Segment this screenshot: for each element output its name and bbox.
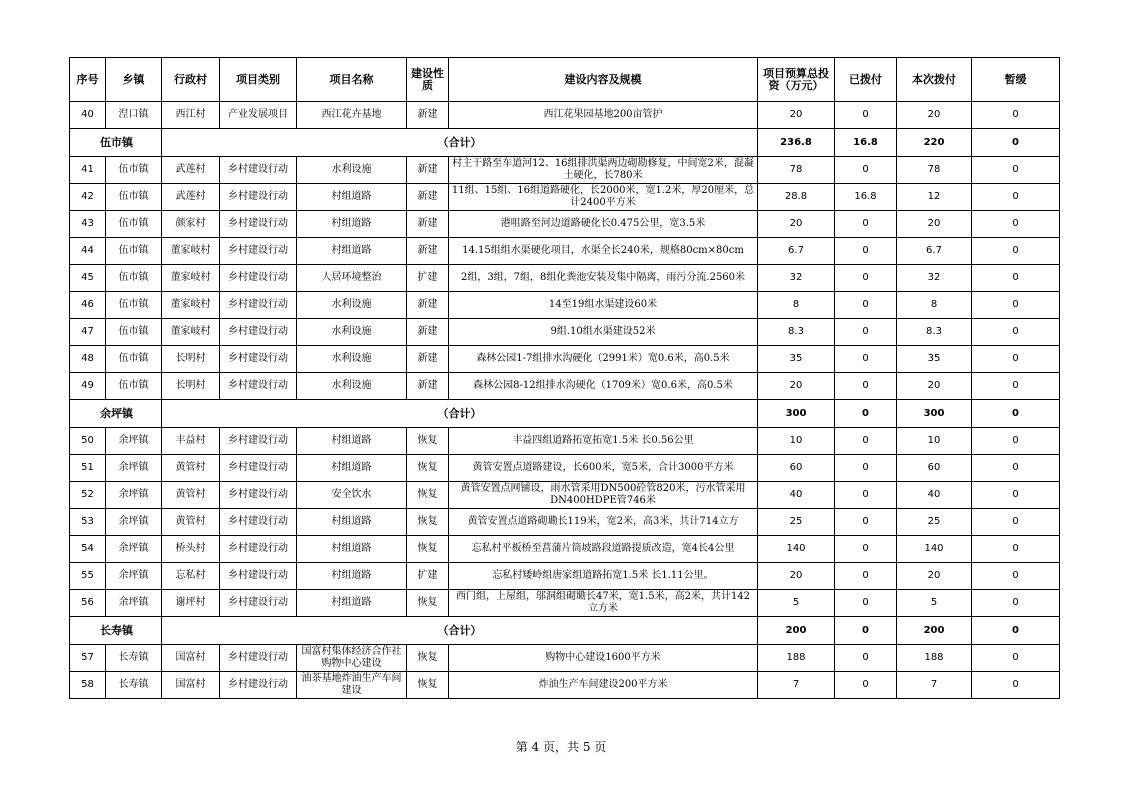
cell-category: 乡村建设行动 bbox=[220, 346, 297, 373]
cell-seq: 43 bbox=[70, 211, 106, 238]
cell-deferred: 0 bbox=[972, 238, 1060, 265]
cell-current: 32 bbox=[897, 265, 972, 292]
cell-name: 村组道路 bbox=[297, 509, 407, 536]
cell-content: 村主干路至车道河12、16组排洪渠两边砌勘修复，中间宽2米，混凝土硬化，长780米 bbox=[449, 157, 758, 184]
cell-allocated: 0 bbox=[835, 265, 897, 292]
cell-town: 余坪镇 bbox=[106, 509, 162, 536]
cell-current: 8 bbox=[897, 292, 972, 319]
table-row bbox=[70, 184, 1060, 211]
cell-village: 谢坪村 bbox=[162, 590, 220, 617]
cell-name: 西江花卉基地 bbox=[297, 102, 407, 129]
cell-category: 乡村建设行动 bbox=[220, 184, 297, 211]
cell-content: 炸油生产车间建设200平方米 bbox=[449, 672, 758, 699]
cell-village: 长明村 bbox=[162, 373, 220, 400]
cell-nature: 新建 bbox=[407, 211, 449, 238]
cell-town: 余坪镇 bbox=[106, 563, 162, 590]
cell-budget: 35 bbox=[758, 346, 835, 373]
cell-content: 11组、15组、16组道路硬化，长2000米，宽1.2米，厚20厘米，总计2400平方米 bbox=[449, 184, 758, 211]
cell-name: 村组道路 bbox=[297, 238, 407, 265]
cell-allocated: 0 bbox=[835, 211, 897, 238]
cell-village: 董家岐村 bbox=[162, 238, 220, 265]
cell-deferred: 0 bbox=[972, 265, 1060, 292]
cell-nature: 新建 bbox=[407, 292, 449, 319]
cell-category: 乡村建设行动 bbox=[220, 211, 297, 238]
subtotal-deferred: 0 bbox=[972, 617, 1060, 645]
header-category: 项目类别 bbox=[220, 58, 297, 102]
cell-nature: 恢复 bbox=[407, 482, 449, 509]
table-body bbox=[70, 102, 1060, 699]
cell-nature: 恢复 bbox=[407, 672, 449, 699]
cell-village: 桥头村 bbox=[162, 536, 220, 563]
cell-name: 水利设施 bbox=[297, 319, 407, 346]
cell-content: 购物中心建设1600平方米 bbox=[449, 645, 758, 672]
cell-budget: 78 bbox=[758, 157, 835, 184]
cell-category: 乡村建设行动 bbox=[220, 428, 297, 455]
cell-content: 西门组，上屋组，邬洞组砌墈长47米，宽1.5米，高2米，共计142立方米 bbox=[449, 590, 758, 617]
cell-allocated: 0 bbox=[835, 563, 897, 590]
cell-category: 乡村建设行动 bbox=[220, 373, 297, 400]
cell-current: 20 bbox=[897, 563, 972, 590]
cell-nature: 新建 bbox=[407, 373, 449, 400]
cell-deferred: 0 bbox=[972, 645, 1060, 672]
cell-name: 村组道路 bbox=[297, 455, 407, 482]
cell-content: 14至19组水渠建设60米 bbox=[449, 292, 758, 319]
cell-category: 乡村建设行动 bbox=[220, 455, 297, 482]
cell-village: 武莲村 bbox=[162, 157, 220, 184]
cell-current: 10 bbox=[897, 428, 972, 455]
cell-category: 产业发展项目 bbox=[220, 102, 297, 129]
cell-seq: 41 bbox=[70, 157, 106, 184]
cell-town: 伍市镇 bbox=[106, 346, 162, 373]
subtotal-current: 300 bbox=[897, 400, 972, 428]
cell-content: 森林公园8-12组排水沟硬化（1709米）宽0.6米，高0.5米 bbox=[449, 373, 758, 400]
cell-content: 黄管安置点道路建设，长600米，宽5米，合计3000平方米 bbox=[449, 455, 758, 482]
cell-content: 黄管安置点网铺设，雨水管采用DN500砼管820米，污水管采用DN400HDPE管746米 bbox=[449, 482, 758, 509]
cell-current: 25 bbox=[897, 509, 972, 536]
header-nature: 建设性质 bbox=[407, 58, 449, 102]
cell-village: 西江村 bbox=[162, 102, 220, 129]
cell-seq: 57 bbox=[70, 645, 106, 672]
cell-allocated: 0 bbox=[835, 672, 897, 699]
cell-deferred: 0 bbox=[972, 346, 1060, 373]
cell-town: 长寿镇 bbox=[106, 672, 162, 699]
cell-current: 188 bbox=[897, 645, 972, 672]
cell-budget: 6.7 bbox=[758, 238, 835, 265]
cell-nature: 新建 bbox=[407, 102, 449, 129]
cell-seq: 50 bbox=[70, 428, 106, 455]
cell-content: 港咀路至河边道路硬化长0.475公里，宽3.5米 bbox=[449, 211, 758, 238]
cell-town: 湼口镇 bbox=[106, 102, 162, 129]
subtotal-label: （合计） bbox=[162, 129, 758, 157]
cell-content: 森林公园1-7组排水沟硬化（2991米）宽0.6米，高0.5米 bbox=[449, 346, 758, 373]
cell-content: 2组，3组，7组，8组化粪池安装及集中隔离，雨污分流.2560米 bbox=[449, 265, 758, 292]
cell-town: 伍市镇 bbox=[106, 238, 162, 265]
cell-town: 余坪镇 bbox=[106, 590, 162, 617]
cell-name: 水利设施 bbox=[297, 373, 407, 400]
cell-budget: 25 bbox=[758, 509, 835, 536]
cell-budget: 20 bbox=[758, 211, 835, 238]
cell-town: 伍市镇 bbox=[106, 211, 162, 238]
cell-current: 7 bbox=[897, 672, 972, 699]
cell-category: 乡村建设行动 bbox=[220, 563, 297, 590]
table-row bbox=[70, 211, 1060, 238]
cell-deferred: 0 bbox=[972, 102, 1060, 129]
cell-allocated: 0 bbox=[835, 536, 897, 563]
cell-deferred: 0 bbox=[972, 563, 1060, 590]
cell-allocated: 0 bbox=[835, 509, 897, 536]
cell-town: 伍市镇 bbox=[106, 292, 162, 319]
cell-seq: 55 bbox=[70, 563, 106, 590]
cell-allocated: 0 bbox=[835, 373, 897, 400]
cell-budget: 32 bbox=[758, 265, 835, 292]
cell-category: 乡村建设行动 bbox=[220, 536, 297, 563]
cell-content: 忘私村平板桥至菖蒲片筒坡路段道路提质改造，宽4长4公里 bbox=[449, 536, 758, 563]
cell-town: 长寿镇 bbox=[106, 645, 162, 672]
cell-content: 西江花果园基地200亩管护 bbox=[449, 102, 758, 129]
subtotal-row bbox=[70, 617, 1060, 645]
cell-nature: 恢复 bbox=[407, 590, 449, 617]
cell-budget: 140 bbox=[758, 536, 835, 563]
cell-seq: 46 bbox=[70, 292, 106, 319]
table-row bbox=[70, 428, 1060, 455]
cell-deferred: 0 bbox=[972, 211, 1060, 238]
cell-budget: 60 bbox=[758, 455, 835, 482]
cell-deferred: 0 bbox=[972, 292, 1060, 319]
cell-village: 董家岐村 bbox=[162, 292, 220, 319]
cell-allocated: 0 bbox=[835, 645, 897, 672]
cell-nature: 新建 bbox=[407, 238, 449, 265]
cell-seq: 54 bbox=[70, 536, 106, 563]
table-row bbox=[70, 319, 1060, 346]
cell-allocated: 0 bbox=[835, 102, 897, 129]
cell-allocated: 0 bbox=[835, 455, 897, 482]
cell-name: 村组道路 bbox=[297, 563, 407, 590]
table-row bbox=[70, 346, 1060, 373]
cell-nature: 扩建 bbox=[407, 563, 449, 590]
cell-nature: 恢复 bbox=[407, 536, 449, 563]
cell-nature: 新建 bbox=[407, 319, 449, 346]
cell-current: 20 bbox=[897, 211, 972, 238]
cell-seq: 40 bbox=[70, 102, 106, 129]
cell-deferred: 0 bbox=[972, 672, 1060, 699]
cell-deferred: 0 bbox=[972, 482, 1060, 509]
subtotal-row bbox=[70, 400, 1060, 428]
cell-village: 董家岐村 bbox=[162, 319, 220, 346]
cell-seq: 44 bbox=[70, 238, 106, 265]
cell-nature: 恢复 bbox=[407, 509, 449, 536]
cell-town: 余坪镇 bbox=[106, 428, 162, 455]
cell-current: 20 bbox=[897, 102, 972, 129]
cell-budget: 20 bbox=[758, 102, 835, 129]
subtotal-current: 200 bbox=[897, 617, 972, 645]
header-row bbox=[70, 58, 1060, 102]
header-deferred: 暂缓 bbox=[972, 58, 1060, 102]
cell-budget: 8.3 bbox=[758, 319, 835, 346]
page-footer: 第 4 页，共 5 页 bbox=[515, 740, 607, 754]
cell-allocated: 0 bbox=[835, 319, 897, 346]
cell-nature: 新建 bbox=[407, 157, 449, 184]
cell-budget: 7 bbox=[758, 672, 835, 699]
cell-budget: 10 bbox=[758, 428, 835, 455]
cell-deferred: 0 bbox=[972, 536, 1060, 563]
cell-budget: 40 bbox=[758, 482, 835, 509]
cell-village: 黄管村 bbox=[162, 509, 220, 536]
table-row bbox=[70, 265, 1060, 292]
cell-deferred: 0 bbox=[972, 509, 1060, 536]
project-table bbox=[69, 57, 1060, 699]
cell-village: 长明村 bbox=[162, 346, 220, 373]
cell-name: 村组道路 bbox=[297, 184, 407, 211]
header-content: 建设内容及规模 bbox=[449, 58, 758, 102]
cell-category: 乡村建设行动 bbox=[220, 672, 297, 699]
table-row bbox=[70, 102, 1060, 129]
cell-current: 5 bbox=[897, 590, 972, 617]
cell-nature: 恢复 bbox=[407, 428, 449, 455]
cell-deferred: 0 bbox=[972, 319, 1060, 346]
cell-name: 油茶基地炸油生产车间建设 bbox=[297, 672, 407, 699]
cell-name: 村组道路 bbox=[297, 536, 407, 563]
cell-name: 水利设施 bbox=[297, 346, 407, 373]
cell-village: 武莲村 bbox=[162, 184, 220, 211]
cell-nature: 新建 bbox=[407, 346, 449, 373]
cell-town: 伍市镇 bbox=[106, 265, 162, 292]
cell-name: 村组道路 bbox=[297, 211, 407, 238]
cell-budget: 5 bbox=[758, 590, 835, 617]
cell-current: 35 bbox=[897, 346, 972, 373]
cell-name: 国富村集体经济合作社购物中心建设 bbox=[297, 645, 407, 672]
cell-current: 6.7 bbox=[897, 238, 972, 265]
cell-seq: 56 bbox=[70, 590, 106, 617]
cell-village: 国富村 bbox=[162, 645, 220, 672]
header-seq: 序号 bbox=[70, 58, 106, 102]
header-current: 本次拨付 bbox=[897, 58, 972, 102]
cell-allocated: 16.8 bbox=[835, 184, 897, 211]
subtotal-deferred: 0 bbox=[972, 400, 1060, 428]
subtotal-allocated: 0 bbox=[835, 617, 897, 645]
subtotal-label: （合计） bbox=[162, 400, 758, 428]
subtotal-allocated: 16.8 bbox=[835, 129, 897, 157]
cell-current: 12 bbox=[897, 184, 972, 211]
subtotal-town: 余坪镇 bbox=[70, 400, 162, 428]
cell-seq: 51 bbox=[70, 455, 106, 482]
cell-town: 伍市镇 bbox=[106, 319, 162, 346]
cell-village: 黄管村 bbox=[162, 455, 220, 482]
cell-village: 丰益村 bbox=[162, 428, 220, 455]
cell-town: 余坪镇 bbox=[106, 482, 162, 509]
header-town: 乡镇 bbox=[106, 58, 162, 102]
cell-village: 忘私村 bbox=[162, 563, 220, 590]
header-budget: 项目预算总投资（万元） bbox=[758, 58, 835, 102]
cell-seq: 52 bbox=[70, 482, 106, 509]
subtotal-budget: 200 bbox=[758, 617, 835, 645]
cell-category: 乡村建设行动 bbox=[220, 319, 297, 346]
cell-village: 黄管村 bbox=[162, 482, 220, 509]
cell-town: 余坪镇 bbox=[106, 455, 162, 482]
cell-current: 78 bbox=[897, 157, 972, 184]
cell-seq: 47 bbox=[70, 319, 106, 346]
header-name: 项目名称 bbox=[297, 58, 407, 102]
cell-seq: 53 bbox=[70, 509, 106, 536]
cell-content: 忘私村矮岭组唐家组道路拓宽1.5米 长1.11公里。 bbox=[449, 563, 758, 590]
cell-category: 乡村建设行动 bbox=[220, 590, 297, 617]
cell-category: 乡村建设行动 bbox=[220, 265, 297, 292]
cell-town: 伍市镇 bbox=[106, 373, 162, 400]
cell-budget: 28.8 bbox=[758, 184, 835, 211]
subtotal-budget: 236.8 bbox=[758, 129, 835, 157]
cell-content: 9组.10组水渠建设52米 bbox=[449, 319, 758, 346]
cell-budget: 20 bbox=[758, 563, 835, 590]
cell-seq: 48 bbox=[70, 346, 106, 373]
cell-deferred: 0 bbox=[972, 428, 1060, 455]
cell-category: 乡村建设行动 bbox=[220, 645, 297, 672]
cell-deferred: 0 bbox=[972, 184, 1060, 211]
cell-allocated: 0 bbox=[835, 590, 897, 617]
header-allocated: 已拨付 bbox=[835, 58, 897, 102]
cell-content: 黄管安置点道路砌墈长119米，宽2米，高3米，共计714立方 bbox=[449, 509, 758, 536]
cell-seq: 49 bbox=[70, 373, 106, 400]
subtotal-deferred: 0 bbox=[972, 129, 1060, 157]
subtotal-town: 长寿镇 bbox=[70, 617, 162, 645]
cell-name: 人居环境整治 bbox=[297, 265, 407, 292]
cell-allocated: 0 bbox=[835, 292, 897, 319]
cell-category: 乡村建设行动 bbox=[220, 157, 297, 184]
table-row bbox=[70, 509, 1060, 536]
cell-category: 乡村建设行动 bbox=[220, 482, 297, 509]
cell-town: 伍市镇 bbox=[106, 157, 162, 184]
cell-current: 140 bbox=[897, 536, 972, 563]
cell-current: 60 bbox=[897, 455, 972, 482]
cell-current: 20 bbox=[897, 373, 972, 400]
cell-allocated: 0 bbox=[835, 157, 897, 184]
header-village: 行政村 bbox=[162, 58, 220, 102]
cell-content: 丰益四组道路拓宽拓宽1.5米 长0.56公里 bbox=[449, 428, 758, 455]
cell-nature: 新建 bbox=[407, 184, 449, 211]
cell-category: 乡村建设行动 bbox=[220, 509, 297, 536]
cell-budget: 188 bbox=[758, 645, 835, 672]
cell-deferred: 0 bbox=[972, 455, 1060, 482]
cell-name: 水利设施 bbox=[297, 157, 407, 184]
cell-name: 水利设施 bbox=[297, 292, 407, 319]
table-row bbox=[70, 455, 1060, 482]
table-row bbox=[70, 672, 1060, 699]
cell-nature: 恢复 bbox=[407, 645, 449, 672]
cell-budget: 8 bbox=[758, 292, 835, 319]
cell-seq: 45 bbox=[70, 265, 106, 292]
cell-deferred: 0 bbox=[972, 373, 1060, 400]
table-row bbox=[70, 590, 1060, 617]
cell-category: 乡村建设行动 bbox=[220, 238, 297, 265]
cell-town: 伍市镇 bbox=[106, 184, 162, 211]
table-row bbox=[70, 536, 1060, 563]
cell-village: 董家岐村 bbox=[162, 265, 220, 292]
cell-allocated: 0 bbox=[835, 482, 897, 509]
table-row bbox=[70, 238, 1060, 265]
table-row bbox=[70, 157, 1060, 184]
cell-allocated: 0 bbox=[835, 238, 897, 265]
cell-village: 国富村 bbox=[162, 672, 220, 699]
table-row bbox=[70, 482, 1060, 509]
subtotal-label: （合计） bbox=[162, 617, 758, 645]
subtotal-current: 220 bbox=[897, 129, 972, 157]
cell-budget: 20 bbox=[758, 373, 835, 400]
table-row bbox=[70, 373, 1060, 400]
cell-content: 14.15组组水渠硬化项目，水渠全长240米，规格80cm×80cm bbox=[449, 238, 758, 265]
cell-current: 40 bbox=[897, 482, 972, 509]
subtotal-budget: 300 bbox=[758, 400, 835, 428]
cell-nature: 恢复 bbox=[407, 455, 449, 482]
subtotal-town: 伍市镇 bbox=[70, 129, 162, 157]
subtotal-allocated: 0 bbox=[835, 400, 897, 428]
table-row bbox=[70, 292, 1060, 319]
cell-nature: 扩建 bbox=[407, 265, 449, 292]
cell-seq: 58 bbox=[70, 672, 106, 699]
subtotal-row bbox=[70, 129, 1060, 157]
cell-allocated: 0 bbox=[835, 428, 897, 455]
cell-deferred: 0 bbox=[972, 590, 1060, 617]
cell-name: 安全饮水 bbox=[297, 482, 407, 509]
cell-current: 8.3 bbox=[897, 319, 972, 346]
cell-deferred: 0 bbox=[972, 157, 1060, 184]
cell-seq: 42 bbox=[70, 184, 106, 211]
cell-town: 余坪镇 bbox=[106, 536, 162, 563]
cell-name: 村组道路 bbox=[297, 428, 407, 455]
cell-allocated: 0 bbox=[835, 346, 897, 373]
cell-name: 村组道路 bbox=[297, 590, 407, 617]
cell-village: 颜家村 bbox=[162, 211, 220, 238]
table-row bbox=[70, 563, 1060, 590]
cell-category: 乡村建设行动 bbox=[220, 292, 297, 319]
table-row bbox=[70, 645, 1060, 672]
